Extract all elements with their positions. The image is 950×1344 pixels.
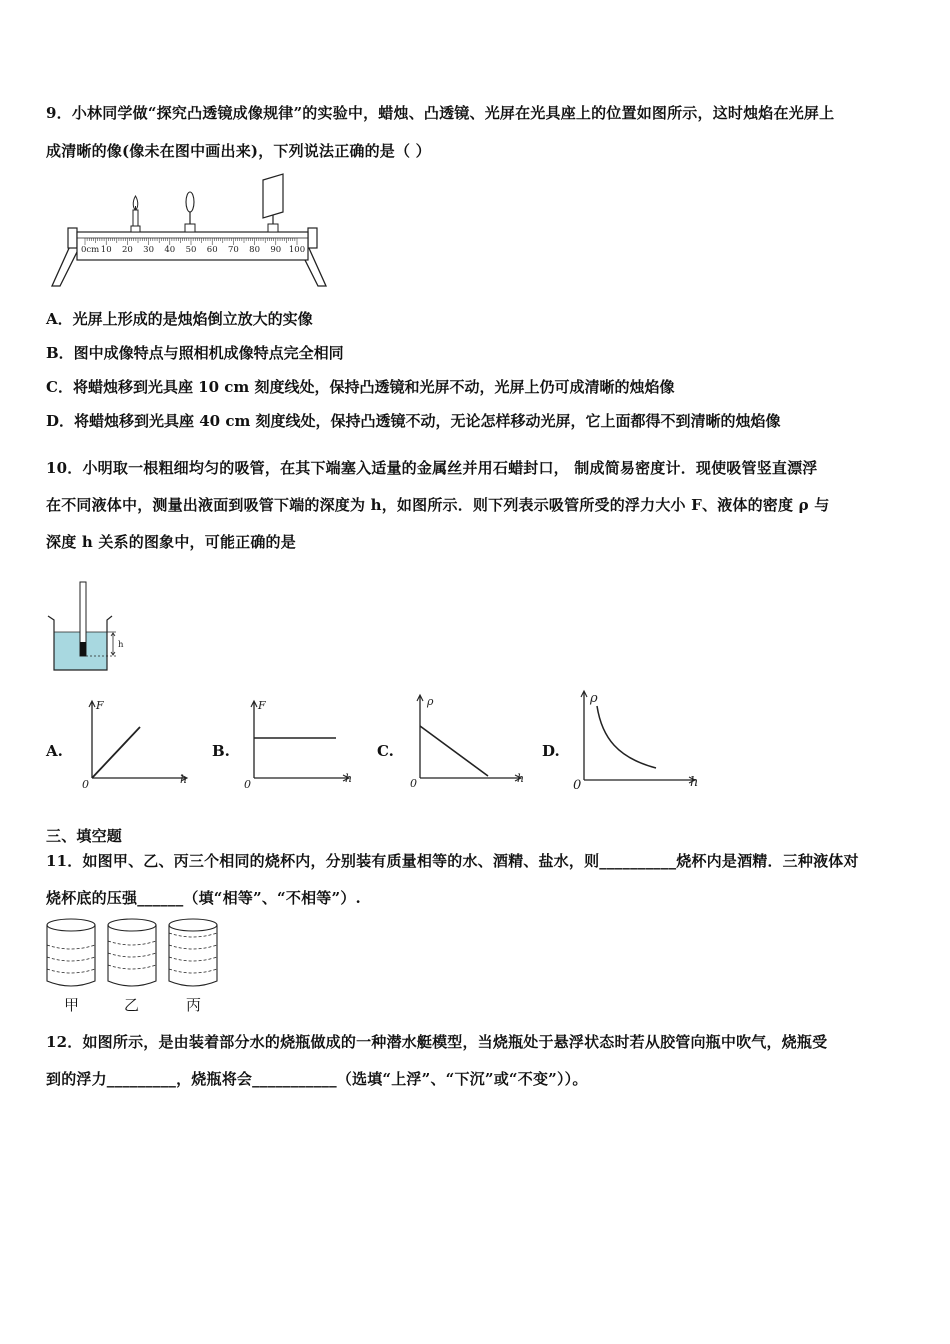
light-screen [263, 174, 283, 232]
bench-tick-label: 70 [227, 245, 239, 255]
three-beakers-figure [44, 915, 224, 991]
graph-b [240, 696, 358, 791]
graph-d-origin: 0 [573, 778, 582, 792]
q10-choice-c-label: C. [377, 742, 394, 760]
q10-stem-line3: 深度 h 关系的图象中，可能正确的是 [46, 533, 296, 551]
graph-a [78, 696, 193, 791]
graph-c-line [420, 726, 488, 776]
graph-d-y-axis-label: ρ [590, 691, 598, 706]
graph-c-y-axis-label: ρ [427, 695, 434, 708]
beaker-label-bing: 丙 [186, 996, 202, 1014]
graph-b-x-axis-label: h [345, 772, 353, 785]
candle [131, 196, 140, 232]
beaker-jia [47, 919, 95, 986]
bench-tick-label: 20 [121, 245, 133, 255]
q10-choice-a-label: A. [46, 742, 63, 760]
graph-b-origin: 0 [244, 778, 251, 791]
beaker-label-yi: 乙 [124, 996, 140, 1014]
optical-bench-figure [46, 168, 331, 290]
q12-stem-line2: 到的浮力_________，烧瓶将会___________（选填“上浮”、“下沉”或“不变”））。 [46, 1070, 588, 1088]
convex-lens [185, 192, 195, 232]
depth-label: h [118, 640, 124, 650]
graph-b-y-axis-label: F [258, 699, 266, 712]
bench-right-post [308, 228, 317, 248]
beaker-straw-figure [46, 578, 136, 673]
q11-stem-line2: 烧杯底的压强______（填“相等”、“不相等”）. [46, 889, 361, 907]
graph-d-x-axis-label: h [690, 775, 699, 790]
bench-tick-label: 30 [143, 245, 155, 255]
graph-d [570, 686, 705, 792]
q12-stem-line1: 12．如图所示，是由装着部分水的烧瓶做成的一种潜水艇模型，当烧瓶处于悬浮状态时若从胶管向瓶中吹气，烧瓶受 [46, 1033, 828, 1051]
beaker-label-jia: 甲 [64, 996, 80, 1014]
graph-d-curve [597, 706, 656, 768]
q9-option-d: D．将蜡烛移到光具座 40 cm 刻度线处，保持凸透镜不动，无论怎样移动光屏，它上面都得不到清晰的烛焰像 [46, 412, 781, 430]
q11-stem-line1: 11．如图甲、乙、丙三个相同的烧杯内，分别装有质量相等的水、酒精、盐水，则__________烧杯内是酒精．三种液体对 [46, 852, 859, 870]
bench-tick-label: 100 [288, 245, 306, 255]
q10-stem-line1: 10．小明取一根粗细均匀的吸管，在其下端塞入适量的金属丝并用石蜡封口， 制成简易密度计．现使吸管竖直漂浮 [46, 459, 818, 477]
q9-stem-line1: 9．小林同学做“探究凸透镜成像规律”的实验中，蜡烛、凸透镜、光屏在光具座上的位置如图所示，这时烛焰在光屏上 [46, 104, 835, 122]
q9-option-b: B．图中成像特点与照相机成像特点完全相同 [46, 344, 344, 362]
section-title: 三、填空题 [46, 827, 123, 845]
graph-a-origin: 0 [82, 778, 89, 791]
q9-option-a: A．光屏上形成的是烛焰倒立放大的实像 [46, 310, 313, 328]
q9-option-c: C．将蜡烛移到光具座 10 cm 刻度线处，保持凸透镜和光屏不动，光屏上仍可成清晰的烛焰像 [46, 378, 675, 396]
bench-tick-label: 60 [206, 245, 218, 255]
bench-tick-label: 10 [100, 245, 112, 255]
q9-stem-line2: 成清晰的像(像未在图中画出来)，下列说法正确的是（ ） [46, 142, 431, 160]
graph-c-origin: 0 [410, 777, 417, 790]
bench-left-post [68, 228, 77, 248]
q10-choice-d-label: D. [542, 742, 560, 760]
q10-stem-line2: 在不同液体中，测量出液面到吸管下端的深度为 h，如图所示．则下列表示吸管所受的浮力大小 F、液体的密度 ρ 与 [46, 496, 830, 514]
q10-choice-b-label: B. [212, 742, 230, 760]
bench-tick-label: 0cm [81, 245, 100, 255]
graph-c [406, 690, 530, 790]
beaker-yi [108, 919, 156, 986]
graph-a-y-axis-label: F [96, 699, 104, 712]
bench-left-leg [52, 246, 78, 286]
graph-a-line [92, 727, 140, 778]
bench-tick-label: 40 [164, 245, 176, 255]
straw-weight [80, 642, 86, 656]
bench-tick-label: 90 [270, 245, 282, 255]
beaker-bing [169, 919, 217, 986]
graph-a-x-axis-label: h [180, 773, 188, 786]
bench-tick-label: 80 [249, 245, 261, 255]
bench-tick-label: 50 [185, 245, 197, 255]
graph-c-x-axis-label: h [517, 772, 525, 785]
